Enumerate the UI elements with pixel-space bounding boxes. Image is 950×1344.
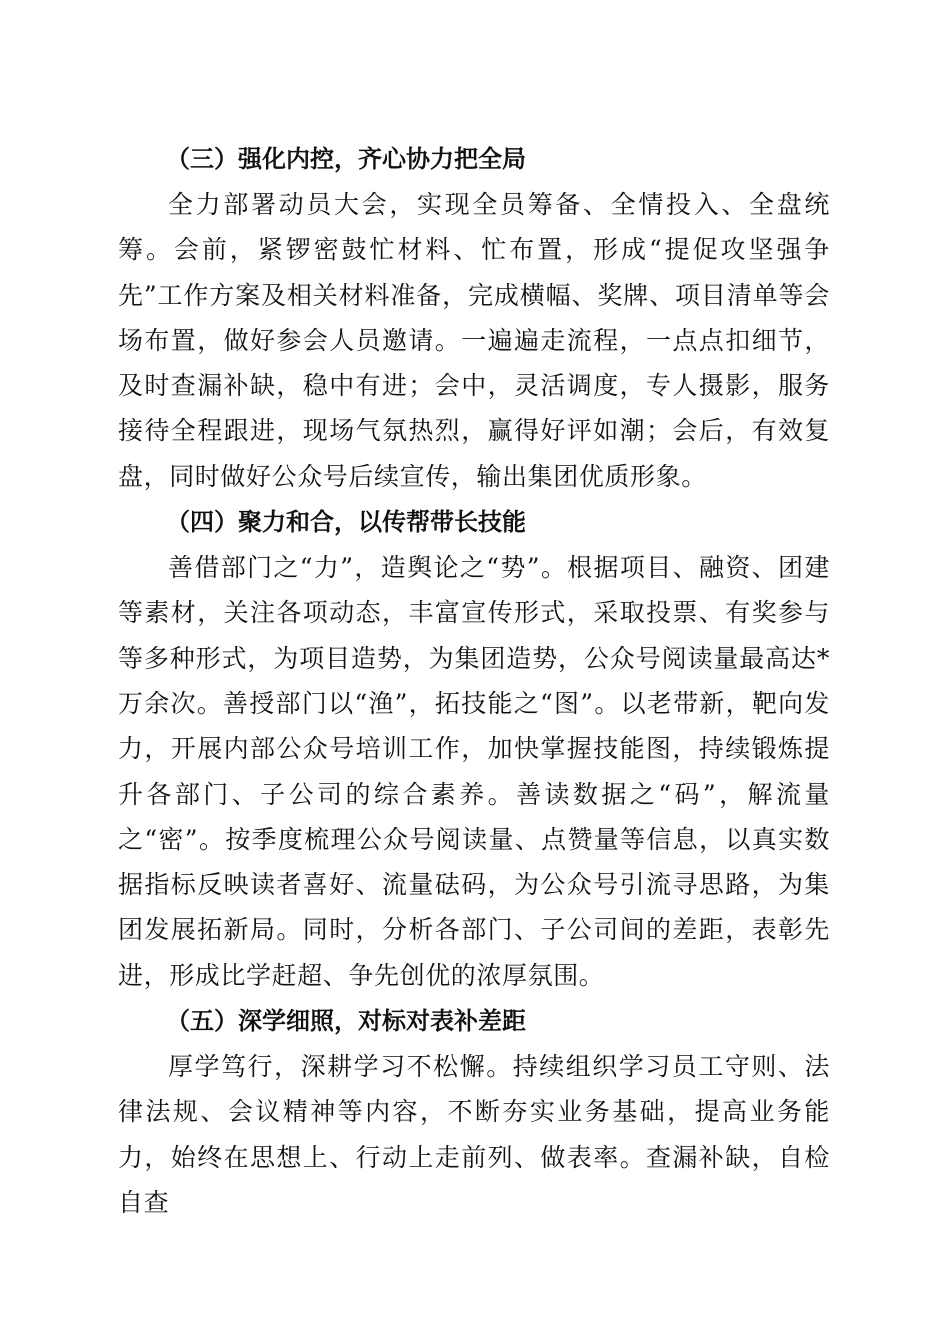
section-paragraph-5: 厚学笃行，深耕学习不松懈。持续组织学习员工守则、法律法规、会议精神等内容，不断夯实业务基础，提高业务能力，始终在思想上、行动上走前列、做表率。查漏补缺，自检自查 <box>118 1052 830 1217</box>
section-heading-4: （四）聚力和合，以传帮带长技能 <box>166 507 526 537</box>
section-paragraph-4: 善借部门之“力”，造舆论之“势”。根据项目、融资、团建等素材，关注各项动态，丰富宣传形式，采取投票、有奖参与等多种形式，为项目造势，为集团造势，公众号阅读量最高达*万余次。善授部门以“渔”，拓技能之“图”。以老带新，靶向发力，开展内部公众号培训工作，加快掌握技能图，持续锻炼提升各部门、子公司的综合素养。善读数据之“码”，解流量之“密”。按季度梳理公众号阅读量、点赞量等信息，以真实数据指标反映读者喜好、流量砝码，为公众号引流寻思路，为集团发展拓新局。同时，分析各部门、子公司间的差距，表彰先进，形成比学赶超、争先创优的浓厚氛围。 <box>118 553 830 990</box>
section-heading-3: （三）强化内控，齐心协力把全局 <box>166 144 526 173</box>
section-heading-5: （五）深学细照，对标对表补差距 <box>166 1006 526 1036</box>
document-body <box>118 136 830 1225</box>
section-paragraph-3: 全力部署动员大会，实现全员筹备、全情投入、全盘统筹。会前，紧锣密鼓忙材料、忙布置，形成“提促攻坚强争先”工作方案及相关材料准备，完成横幅、奖牌、项目清单等会场布置，做好参会人员邀请。一遍遍走流程，一点点扣细节，及时查漏补缺，稳中有进；会中，灵活调度，专人摄影，服务接待全程跟进，现场气氛热烈，赢得好评如潮；会后，有效复盘，同时做好公众号后续宣传，输出集团优质形象。 <box>118 190 830 491</box>
